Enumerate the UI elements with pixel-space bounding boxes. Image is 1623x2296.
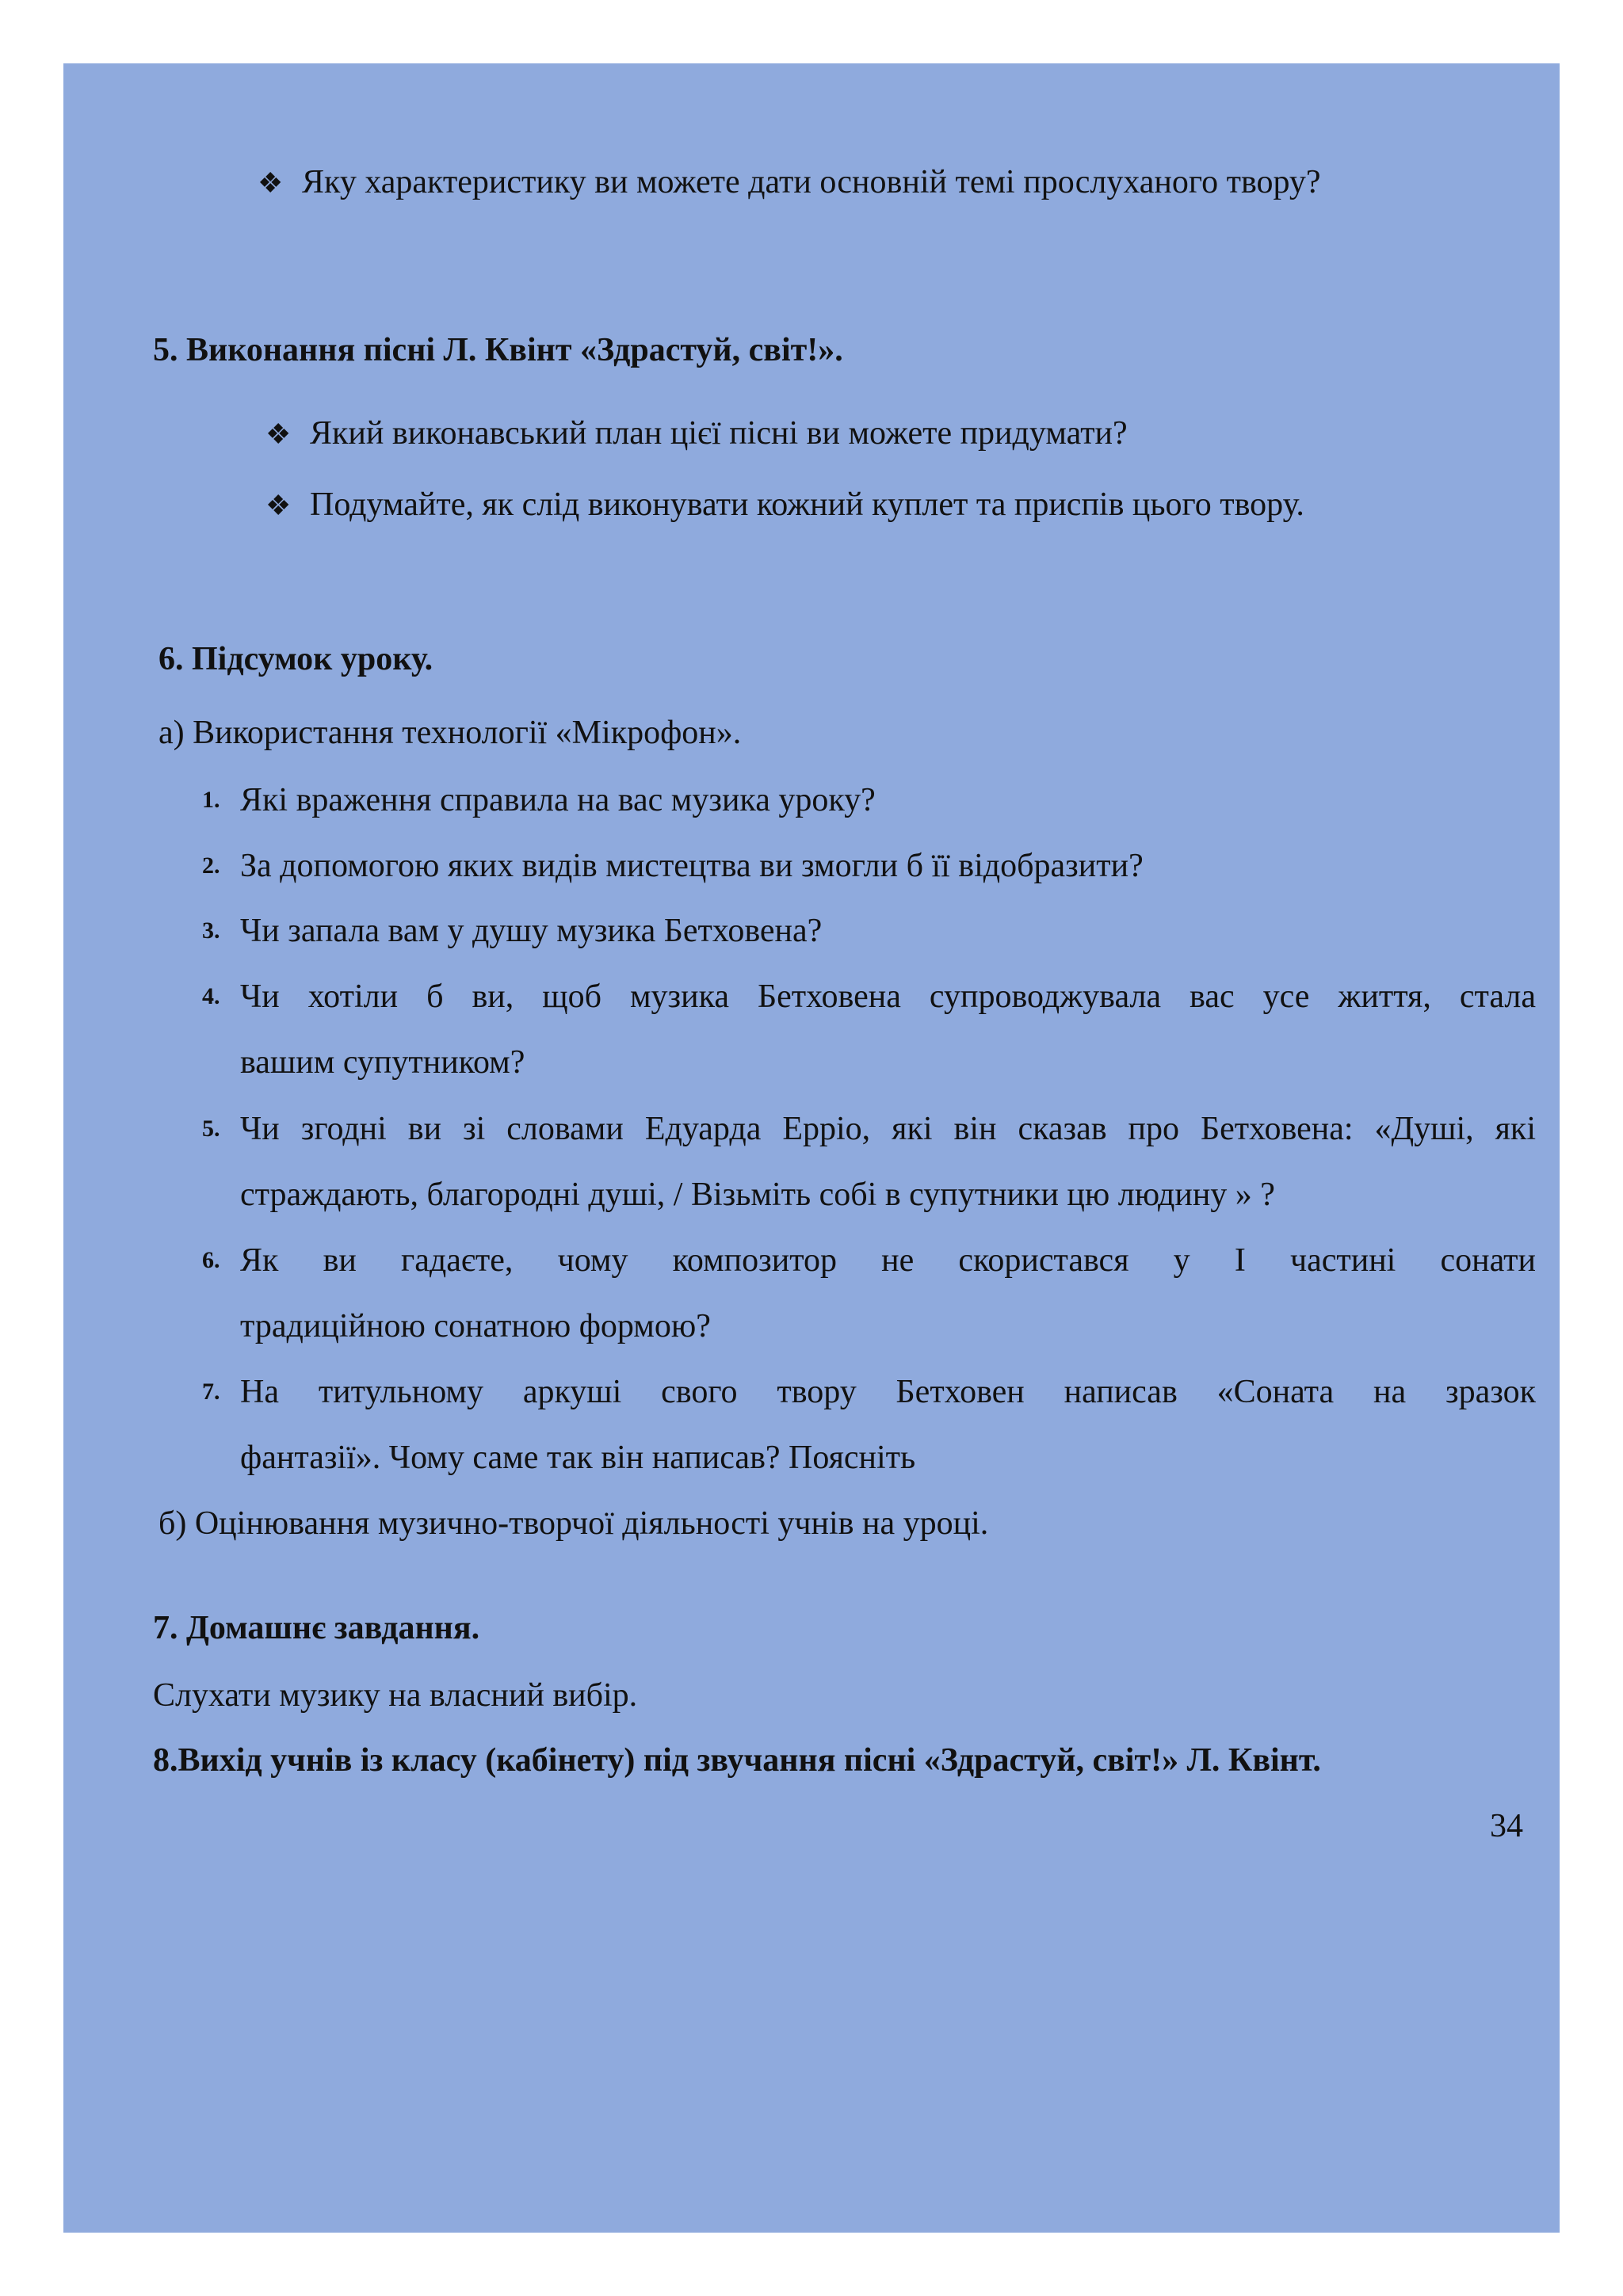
section5-bullet-1 bbox=[265, 414, 1128, 454]
question-number: 5. bbox=[202, 1116, 220, 1142]
question-text-continued: страждають, благородні душі, / Візьміть собі в супутники цю людину » ? bbox=[240, 1177, 1275, 1213]
question-text: Які враження справила на вас музика уроку? bbox=[240, 782, 876, 818]
question-number: 4. bbox=[202, 983, 220, 1009]
question-number: 2. bbox=[202, 852, 220, 879]
section8-heading: 8.Вихід учнів із класу (кабінету) під звучання пісні «Здрастуй, світ!» Л. Квінт. bbox=[153, 1742, 1321, 1779]
question-number: 6. bbox=[202, 1247, 220, 1273]
bullet-text: Який виконавський план цієї пісні ви можете придумати? bbox=[310, 415, 1128, 452]
diamond-bullet-icon: ❖ bbox=[258, 167, 284, 199]
section6-sub-a: а) Використання технології «Мікрофон». bbox=[158, 715, 742, 751]
section6-heading: 6. Підсумок уроку. bbox=[158, 641, 433, 677]
question-text: Чи запала вам у душу музика Бетховена? bbox=[240, 913, 823, 949]
section6-sub-b: б) Оцінювання музично-творчої діяльності учнів на уроці. bbox=[158, 1505, 989, 1542]
question-text: На титульному аркуші свого твору Бетховен написав «Соната на зразок bbox=[240, 1374, 1536, 1410]
page-number: 34 bbox=[1490, 1808, 1523, 1844]
question-text-continued: фантазії». Чому саме так він написав? Поясніть bbox=[240, 1440, 916, 1476]
question-number: 3. bbox=[202, 917, 220, 944]
diamond-bullet-icon: ❖ bbox=[265, 418, 292, 450]
diamond-bullet-icon: ❖ bbox=[265, 490, 292, 521]
section4-bullet-1 bbox=[258, 162, 1321, 203]
bullet-text: Подумайте, як слід виконувати кожний куплет та приспів цього твору. bbox=[310, 486, 1304, 523]
question-number: 1. bbox=[202, 787, 220, 813]
question-text: Чи згодні ви зі словами Едуарда Ерріо, які він сказав про Бетховена: «Душі, які bbox=[240, 1111, 1536, 1147]
question-text: Як ви гадаєте, чому композитор не скористався у І частині сонати bbox=[240, 1242, 1536, 1279]
section5-heading: 5. Виконання пісні Л. Квінт «Здрастуй, світ!». bbox=[153, 332, 843, 368]
question-text-continued: традиційною сонатною формою? bbox=[240, 1308, 711, 1344]
question-text: Чи хотіли б ви, щоб музика Бетховена супроводжувала вас усе життя, стала bbox=[240, 978, 1536, 1015]
section5-bullet-2 bbox=[265, 485, 1304, 525]
question-number: 7. bbox=[202, 1379, 220, 1405]
section7-text: Слухати музику на власний вибір. bbox=[153, 1677, 638, 1714]
question-text-continued: вашим супутником? bbox=[240, 1044, 525, 1081]
question-text: За допомогою яких видів мистецтва ви змогли б її відобразити? bbox=[240, 848, 1144, 884]
section7-heading: 7. Домашнє завдання. bbox=[153, 1610, 480, 1646]
bullet-text: Яку характеристику ви можете дати основній темі прослуханого твору? bbox=[302, 164, 1321, 200]
